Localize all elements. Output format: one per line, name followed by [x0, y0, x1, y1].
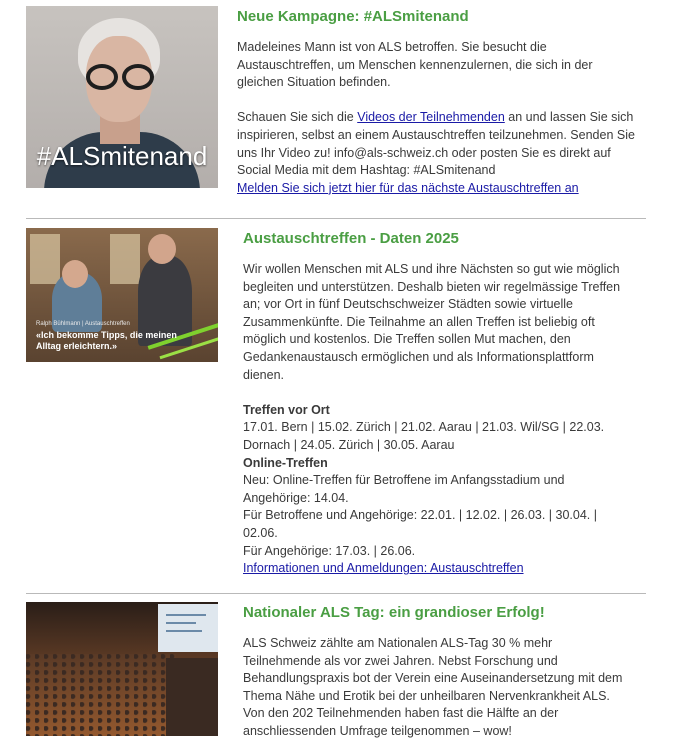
campaign-intro: Madeleines Mann ist von ALS betroffen. Sie besucht die Austauschtreffen, um Menschen kennenzulernen, die sich in der gleichen Situation befinden.	[237, 40, 593, 90]
online-heading: Online-Treffen	[243, 455, 328, 470]
online-new-dates: Neu: Online-Treffen für Betroffene im Anfangsstadium und Angehörige: 14.04.	[243, 473, 565, 505]
signup-link[interactable]: Melden Sie sich jetzt hier für das nächste Austauschtreffen an	[237, 180, 579, 195]
als-day-title[interactable]: Nationaler ALS Tag: ein grandioser Erfolg!	[243, 604, 545, 621]
als-day-thumbnail[interactable]	[26, 602, 218, 736]
exchange-meeting-thumbnail[interactable]	[26, 228, 218, 362]
onsite-dates: 17.01. Bern | 15.02. Zürich | 21.02. Aarau | 21.03. Wil/SG | 22.03. Dornach | 24.05. Zürich | 30.05. Aarau	[243, 420, 605, 452]
participant-videos-link[interactable]: Videos der Teilnehmenden	[357, 110, 505, 125]
thumbnail-hashtag-caption: #ALSmitenand	[36, 141, 208, 171]
meetings-intro: Wir wollen Menschen mit ALS und ihre Nächsten so gut wie möglich begleiten und unterstützen. Deshalb bieten wir regelmässige Treffen an; vor Ort in fünf Deutschschweizer Städten sowie virtuelle Zusammenkünfte. Die Teilnahme an allen Treffen ist beliebig oft möglich und kostenlos. Die Treffen sollen Mut machen, den Gedankenaustausch ermöglichen und als Informationsplattform dienen.	[243, 262, 621, 382]
section-divider	[26, 218, 646, 219]
online-affected-dates: Für Betroffene und Angehörige: 22.01. | 12.02. | 26.03. | 30.04. | 02.06.	[243, 508, 597, 540]
projection-screen	[158, 604, 218, 652]
campaign-title[interactable]: Neue Kampagne: #ALSmitenand	[237, 8, 469, 25]
seated-man-head	[62, 260, 88, 288]
campaign-body-prefix: Schauen Sie sich die	[237, 110, 358, 125]
section-divider	[26, 593, 646, 594]
onsite-heading: Treffen vor Ort	[243, 402, 330, 417]
campaign-body	[237, 109, 637, 179]
glasses-left	[86, 64, 118, 90]
glasses-right	[122, 64, 154, 90]
online-relatives-dates: Für Angehörige: 17.03. | 26.06.	[243, 543, 416, 558]
thumbnail-small-caption: Ralph Bühlmann | Austauschtreffen	[36, 321, 130, 327]
campaign-article	[237, 8, 637, 197]
meetings-title[interactable]: Austauschtreffen - Daten 2025	[243, 230, 459, 247]
audience	[26, 654, 176, 736]
window	[30, 234, 60, 284]
thumbnail-quote: «Ich bekomme Tipps, die meinen Alltag erleichtern.»	[36, 330, 177, 351]
als-day-article	[243, 604, 633, 741]
campaign-body-suffix: an und lassen Sie sich inspirieren, selbst an einem Austauschtreffen teilzunehmen. Senden Sie uns Ihr Video zu! info@als-schweiz.ch oder posten Sie es direkt auf Social Media mit dem Hashtag: #ALSmitenand	[237, 110, 635, 178]
meetings-info-link[interactable]: Informationen und Anmeldungen: Austauschtreffen	[243, 561, 524, 576]
campaign-video-thumbnail[interactable]	[26, 6, 218, 188]
stage	[166, 658, 218, 736]
window	[110, 234, 140, 284]
meetings-article	[243, 230, 633, 578]
als-day-body: ALS Schweiz zählte am Nationalen ALS-Tag 30 % mehr Teilnehmende als vor zwei Jahren. Nebst Forschung und Behandlungspraxis bot der Verein eine Auseinandersetzung mit dem Thema Nähe und Erotik bei der unheilbaren Nervenkrankheit ALS. Von den 202 Teilnehmenden haben fast die Hälfte an der anschliessenden Umfrage teilgenommen – wow!	[243, 636, 623, 738]
standing-man-head	[148, 234, 176, 264]
